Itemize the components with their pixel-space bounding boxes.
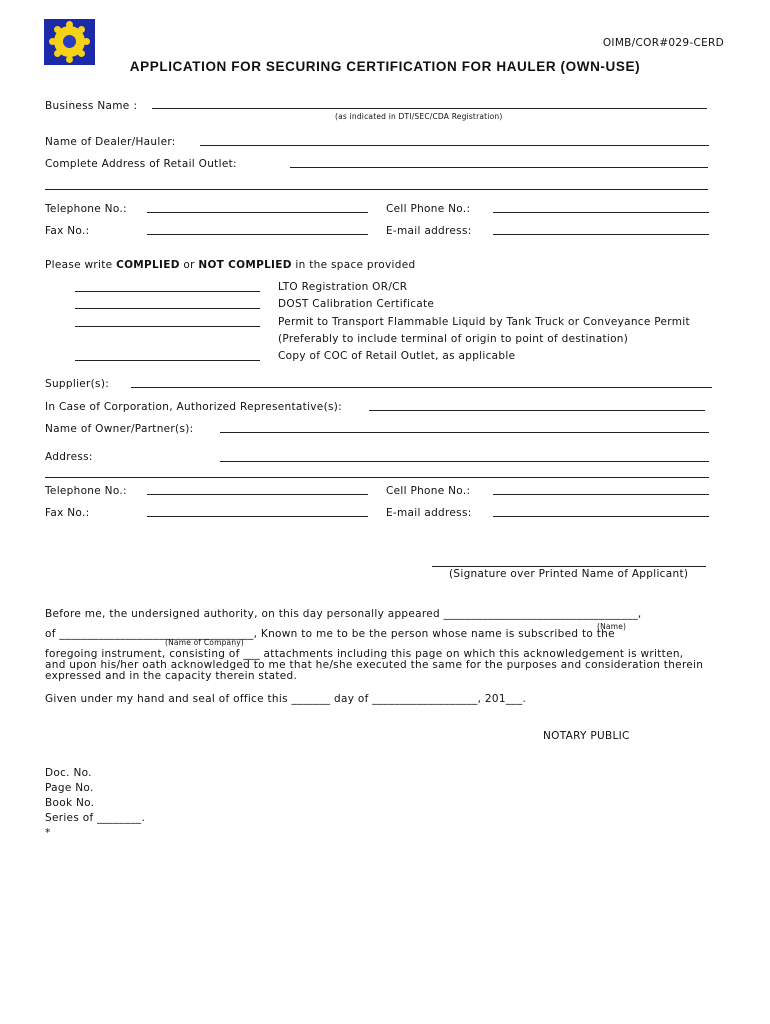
dealer-name-label: Name of Dealer/Hauler: — [45, 136, 176, 148]
checklist-blank-2[interactable] — [75, 308, 260, 309]
checklist-item: Permit to Transport Flammable Liquid by Tank Truck or Conveyance Permit — [278, 316, 690, 328]
checklist-item: DOST Calibration Certificate — [278, 298, 435, 310]
owner-partner-label: Name of Owner/Partner(s): — [45, 423, 194, 435]
email-label-2: E-mail address: — [386, 507, 472, 519]
given-line: Given under my hand and seal of office this _______ day of ___________________, 201___. — [45, 693, 527, 705]
fax-label-2: Fax No.: — [45, 507, 90, 519]
notary-line-1: Before me, the undersigned authority, on this day personally appeared ___________________________________, — [45, 608, 642, 620]
email-label: E-mail address: — [386, 225, 472, 237]
instructions: Please write COMPLIED or NOT COMPLIED in the space provided — [45, 259, 416, 271]
checklist-blank-1[interactable] — [75, 291, 260, 292]
email-field[interactable] — [493, 234, 709, 235]
address-field-line2[interactable] — [45, 189, 708, 190]
business-name-label: Business Name : — [45, 100, 138, 112]
form-code: OIMB/COR#029-CERD — [602, 37, 724, 49]
authorized-rep-field[interactable] — [369, 410, 705, 411]
page-no-label: Page No. — [45, 782, 94, 794]
asterisk-mark: * — [45, 827, 51, 839]
address-field-2-line2[interactable] — [45, 477, 709, 478]
telephone-label-2: Telephone No.: — [45, 485, 127, 497]
book-no-label: Book No. — [45, 797, 95, 809]
business-name-note: (as indicated in DTI/SEC/CDA Registration) — [335, 112, 503, 121]
company-note: (Name of Company) — [165, 638, 245, 647]
form-title: APPLICATION FOR SECURING CERTIFICATION FOR HAULER (OWN-USE) — [129, 59, 641, 74]
telephone-field[interactable] — [147, 212, 368, 213]
cell-phone-label-2: Cell Phone No.: — [386, 485, 471, 497]
notary-line-2: of ___________________________________, Known to me to be the person whose name is subscribed to the — [45, 628, 615, 640]
address-field[interactable] — [290, 167, 708, 168]
fax-field[interactable] — [147, 234, 368, 235]
telephone-label: Telephone No.: — [45, 203, 127, 215]
owner-partner-field[interactable] — [220, 432, 709, 433]
address-label-2: Address: — [45, 451, 93, 463]
email-field-2[interactable] — [493, 516, 709, 517]
address-field-2[interactable] — [220, 461, 709, 462]
notary-public-label: NOTARY PUBLIC — [543, 730, 630, 742]
name-note: (Name) — [597, 622, 627, 631]
checklist-blank-3[interactable] — [75, 326, 260, 327]
cell-phone-label: Cell Phone No.: — [386, 203, 471, 215]
authorized-rep-label: In Case of Corporation, Authorized Representative(s): — [45, 401, 342, 413]
checklist-item: LTO Registration OR/CR — [278, 281, 408, 293]
fax-field-2[interactable] — [147, 516, 368, 517]
dealer-name-field[interactable] — [200, 145, 709, 146]
checklist-item-note: (Preferably to include terminal of origin to point of destination) — [278, 333, 629, 345]
suppliers-label: Supplier(s): — [45, 378, 110, 390]
business-name-field[interactable] — [152, 108, 707, 109]
notary-line-4: and upon his/her oath acknowledged to me that he/she executed the same for the purposes and consideration therein — [45, 659, 704, 671]
signature-field[interactable] — [432, 566, 706, 567]
checklist-item: Copy of COC of Retail Outlet, as applicable — [278, 350, 516, 362]
doc-no-label: Doc. No. — [45, 767, 92, 779]
telephone-field-2[interactable] — [147, 494, 368, 495]
notary-line-3: foregoing instrument, consisting of ___ attachments including this page on which this acknowledgement is written, — [45, 648, 684, 660]
notary-line-5: expressed and in the capacity therein stated. — [45, 670, 298, 682]
fax-label: Fax No.: — [45, 225, 90, 237]
cell-phone-field[interactable] — [493, 212, 709, 213]
cell-phone-field-2[interactable] — [493, 494, 709, 495]
suppliers-field[interactable] — [131, 387, 712, 388]
series-of-label: Series of ________. — [45, 812, 146, 824]
address-label: Complete Address of Retail Outlet: — [45, 158, 237, 170]
signature-caption: (Signature over Printed Name of Applicant) — [449, 568, 689, 580]
checklist-blank-4[interactable] — [75, 360, 260, 361]
